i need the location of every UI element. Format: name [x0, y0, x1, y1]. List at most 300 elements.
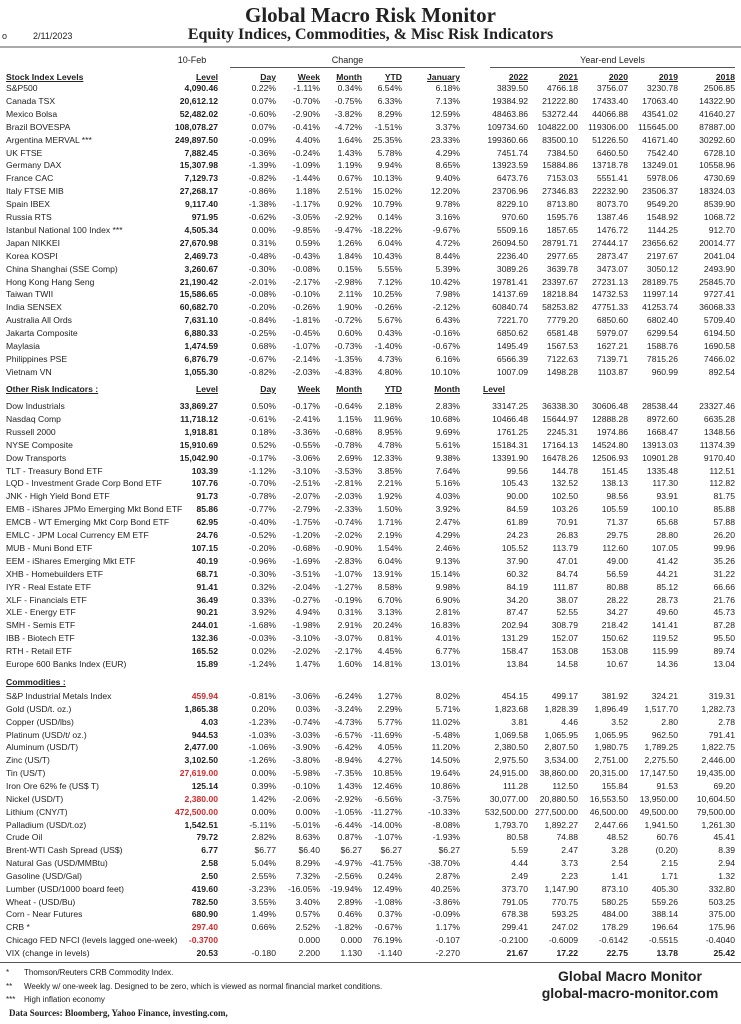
name-cell: SMH - Semis ETF [6, 620, 76, 631]
brand-url[interactable]: global-macro-monitor.com [541, 985, 719, 1001]
ytd-cell: -1.51% [374, 121, 402, 132]
y2020-cell: 218.42 [601, 620, 628, 631]
name-cell: Canada TSX [6, 95, 56, 106]
month-cell: -2.92% [334, 212, 362, 222]
day-cell: 1.42% [251, 793, 276, 804]
january-cell: 11.02% [431, 716, 460, 727]
y2019-cell: 388.14 [651, 909, 678, 920]
week-cell: -9.85% [292, 224, 320, 235]
y2020-cell: 150.62 [601, 633, 628, 644]
name-cell: Japan NIKKEI [6, 237, 60, 248]
ytd-cell: 14.81% [372, 659, 402, 669]
y2019-cell: 41253.74 [642, 302, 678, 313]
january-cell: 19.64% [430, 768, 460, 779]
table-row [6, 82, 735, 94]
y2020-cell: 47751.33 [592, 302, 628, 313]
y2020-cell: 151.45 [601, 465, 628, 476]
y2020-cell: 484.00 [601, 909, 628, 920]
day-cell: 0.50% [251, 401, 276, 411]
day-cell: 0.52% [251, 439, 276, 450]
column-header-level-yearend: Level [483, 384, 505, 394]
y2019-cell: 1,517.70 [644, 703, 678, 714]
level-cell: 68.71 [196, 568, 218, 579]
ytd-cell: -0.26% [374, 302, 402, 313]
y2022-cell: 26094.50 [492, 237, 528, 248]
month-cell: 2.91% [337, 620, 362, 631]
ytd-cell: 10.79% [372, 199, 402, 210]
january-cell: 4.01% [435, 633, 460, 644]
level-cell: 62.95 [196, 517, 218, 528]
name-cell: XHB - Homebuilders ETF [6, 568, 103, 579]
y2021-cell: 153.08 [551, 646, 578, 657]
week-cell: -16.05% [287, 883, 320, 894]
table-row [6, 542, 735, 554]
y2021-cell: 74.88 [556, 832, 578, 843]
y2022-cell: 105.43 [501, 478, 528, 489]
y2020-cell: 49.00 [606, 555, 628, 566]
level-cell: 7,882.45 [184, 147, 218, 158]
y2022-cell: 299.41 [501, 922, 528, 933]
table-row [6, 741, 735, 753]
y2019-cell: 117.30 [652, 478, 678, 489]
month-cell: -7.35% [334, 768, 362, 779]
january-cell: 6.77% [435, 646, 460, 657]
ytd-cell: 1.54% [377, 542, 402, 553]
month-cell: -2.03% [334, 491, 362, 502]
other-header-row [6, 383, 735, 395]
month-cell: 1.19% [337, 160, 362, 171]
level-cell: 297.40 [191, 922, 218, 933]
january-cell: -0.107 [435, 935, 460, 946]
y2020-cell: 2873.47 [596, 250, 628, 261]
month-cell: -6.42% [334, 742, 362, 753]
level-cell: 20,612.12 [179, 95, 218, 106]
y2020-cell: 8073.70 [596, 199, 628, 210]
level-cell: 60,682.70 [179, 302, 218, 313]
y2020-cell: 1,980.75 [594, 742, 628, 753]
name-cell: Dow Industrials [6, 401, 65, 411]
y2020-cell: 14524.80 [592, 439, 628, 450]
month-cell: 1.15% [337, 413, 362, 424]
ytd-cell: -0.67% [374, 922, 402, 933]
y2022-cell: 15184.31 [492, 439, 528, 450]
level-cell: 1,474.59 [184, 341, 218, 351]
month-cell: -1.07% [334, 568, 362, 579]
y2019-cell: 91.53 [656, 780, 678, 791]
name-cell: EMCB - WT Emerging Mkt Corp Bond ETF [6, 517, 170, 528]
y2021-cell: 20,880.50 [539, 793, 578, 804]
month-cell: -0.90% [334, 542, 362, 553]
level-cell: 15.89 [196, 659, 218, 669]
day-cell: -0.67% [248, 353, 276, 364]
y2021-cell: 7153.03 [546, 173, 578, 184]
table-row [6, 793, 735, 805]
y2019-cell: 1335.48 [646, 465, 678, 476]
column-header-week: Week [297, 384, 320, 394]
month-cell: -1.27% [334, 581, 362, 592]
table-row [6, 780, 735, 792]
january-cell: 2.81% [435, 607, 460, 618]
y2018-cell: 2.78 [718, 716, 735, 727]
column-header-level: Level [196, 384, 218, 394]
week-cell: -1.81% [292, 315, 320, 326]
table-row [6, 870, 735, 882]
week-cell: -2.14% [292, 353, 320, 364]
level-cell: 9,117.40 [185, 199, 218, 210]
ytd-cell: $6.27 [380, 845, 402, 856]
y2022-cell: 1761.25 [496, 426, 528, 437]
table-row [6, 921, 735, 933]
month-cell: 0.34% [337, 83, 362, 93]
y2022-cell: 109734.60 [487, 121, 528, 132]
y2019-cell: 119.52 [652, 633, 678, 644]
y2019-cell: 2.80 [661, 716, 678, 727]
week-cell: -2.02% [292, 646, 320, 657]
y2021-cell: 21222.80 [542, 95, 578, 106]
week-cell: -3.06% [292, 691, 320, 701]
month-cell: 1.64% [337, 134, 362, 145]
level-cell: 15,307.98 [179, 160, 218, 171]
y2021-cell: 28791.71 [542, 237, 578, 248]
ytd-cell: 0.81% [377, 633, 402, 644]
y2020-cell: 51226.50 [592, 134, 628, 145]
y2019-cell: 17063.40 [642, 95, 678, 106]
day-cell: -1.26% [248, 755, 276, 766]
y2021-cell: 2.47 [561, 845, 578, 856]
day-cell: 5.04% [251, 858, 276, 869]
y2019-cell: 1,941.50 [644, 819, 678, 830]
name-cell: Italy FTSE MIB [6, 186, 64, 197]
january-cell: 3.16% [435, 212, 460, 222]
y2021-cell: 18218.84 [542, 289, 578, 300]
section-title-commodities: Commodities : [6, 677, 66, 687]
y2021-cell: 247.02 [551, 922, 578, 933]
y2018-cell: 13.04 [713, 659, 735, 669]
january-cell: 9.98% [435, 581, 460, 592]
table-row [6, 185, 735, 197]
y2019-cell: 962.50 [651, 729, 678, 740]
week-cell: -1.20% [292, 530, 320, 540]
ytd-cell: -1.40% [374, 341, 402, 351]
table-row [6, 224, 735, 236]
month-cell: -0.64% [334, 401, 362, 411]
level-cell: 107.76 [191, 478, 218, 489]
january-cell: -38.70% [427, 858, 460, 869]
y2021-cell: 2977.65 [546, 250, 578, 261]
january-cell: 8.65% [435, 160, 460, 171]
column-header-y2020: 2020 [608, 72, 628, 82]
y2021-cell: 38.07 [556, 594, 578, 605]
january-cell: -8.08% [432, 819, 460, 830]
name-cell: LQD - Investment Grade Corp Bond ETF [6, 478, 162, 489]
y2021-cell: 308.79 [551, 620, 578, 631]
level-cell: 11,718.12 [180, 413, 218, 424]
name-cell: Russell 2000 [6, 426, 56, 437]
y2018-cell: 7466.02 [703, 353, 735, 364]
month-cell: 2.89% [337, 896, 362, 907]
y2018-cell: 23327.46 [699, 401, 735, 411]
week-cell: -0.68% [292, 542, 320, 553]
y2018-cell: 375.00 [708, 909, 735, 920]
january-cell: -0.16% [432, 328, 460, 339]
level-cell: 1,542.51 [184, 819, 218, 830]
y2018-cell: 66.66 [713, 581, 735, 592]
table-row [6, 314, 735, 326]
y2021-cell: 26.83 [556, 530, 578, 540]
y2021-cell: 36338.30 [542, 401, 578, 411]
y2020-cell: 3.28 [611, 845, 628, 856]
level-cell: 103.39 [191, 465, 218, 476]
day-cell: 0.22% [251, 83, 276, 93]
table-row [6, 581, 735, 593]
y2022-cell: 14137.69 [492, 289, 528, 300]
marker: o [2, 31, 8, 41]
table-row [6, 896, 735, 908]
january-cell: -1.93% [432, 832, 460, 843]
ytd-cell: 76.19% [372, 935, 402, 946]
name-cell: Iron Ore 62% fe (US$ T) [6, 780, 99, 791]
day-cell: -0.08% [248, 289, 276, 300]
name-cell: TLT - Treasury Bond ETF [6, 465, 103, 476]
ytd-cell: 0.14% [377, 212, 402, 222]
y2018-cell: 6728.10 [703, 147, 735, 158]
y2020-cell: 3.52 [611, 716, 628, 727]
level-cell: 15,586.65 [179, 289, 218, 300]
january-cell: 7.64% [435, 465, 460, 476]
name-cell: XLE - Energy ETF [6, 607, 76, 618]
day-cell: -1.68% [248, 620, 276, 631]
y2021-cell: 152.07 [551, 633, 578, 644]
month-cell: -0.68% [334, 426, 362, 437]
y2021-cell: 17164.13 [542, 439, 578, 450]
month-cell: -2.81% [334, 478, 362, 489]
week-cell: -3.03% [292, 729, 320, 740]
january-cell: 14.50% [430, 755, 460, 766]
y2022-cell: 3089.26 [496, 263, 528, 274]
y2019-cell: 2.15 [661, 858, 678, 869]
january-cell: -0.09% [432, 909, 460, 920]
table-row [6, 121, 735, 133]
column-header-y2022: 2022 [508, 72, 528, 82]
month-cell: 0.87% [337, 832, 362, 843]
day-cell: 3.55% [251, 896, 276, 907]
ytd-cell: 8.58% [377, 581, 402, 592]
day-cell: 0.07% [251, 121, 276, 132]
y2020-cell: 873.10 [601, 883, 628, 894]
y2019-cell: 49,500.00 [639, 806, 678, 817]
y2019-cell: 1.71 [661, 870, 678, 881]
week-cell: -0.43% [292, 250, 320, 261]
ytd-cell: -1.07% [374, 832, 402, 843]
name-cell: Australia All Ords [6, 315, 72, 326]
week-cell: 2.200 [298, 948, 320, 958]
table-row [6, 831, 735, 843]
name-cell: JNK - High Yield Bond ETF [6, 491, 110, 502]
day-cell: -1.39% [248, 160, 276, 171]
day-cell: 0.33% [251, 594, 276, 605]
y2020-cell: 27444.17 [592, 237, 628, 248]
table-row [6, 400, 735, 412]
week-cell: 3.40% [295, 896, 320, 907]
january-cell: 10.86% [430, 780, 460, 791]
table-row [6, 147, 735, 159]
day-cell: -0.40% [248, 517, 276, 528]
column-header-day: Day [260, 384, 276, 394]
yearend-group-line [490, 67, 735, 68]
week-cell: -0.27% [292, 594, 320, 605]
january-cell: 8.44% [435, 250, 460, 261]
week-cell: -1.44% [292, 173, 320, 184]
y2021-cell: 593.25 [551, 909, 578, 920]
week-cell: -2.06% [292, 793, 320, 804]
table-row [6, 690, 735, 702]
y2022-cell: 19384.92 [492, 95, 528, 106]
y2019-cell: 1588.76 [646, 341, 678, 351]
level-cell: 27,670.98 [179, 237, 218, 248]
y2021-cell: 27346.83 [542, 186, 578, 197]
january-cell: -3.75% [432, 793, 460, 804]
january-cell: 7.13% [435, 95, 460, 106]
y2022-cell: 1495.49 [496, 341, 528, 351]
january-cell: 12.20% [430, 186, 460, 197]
week-cell: -1.11% [293, 83, 320, 93]
y2020-cell: 56.59 [606, 568, 628, 579]
month-cell: -2.83% [334, 555, 362, 566]
ytd-cell: 1.71% [377, 517, 402, 528]
day-cell: -0.17% [248, 452, 276, 463]
brand-name: Global Macro Monitor [558, 968, 702, 984]
name-cell: Nickel (USD/T) [6, 793, 64, 804]
january-cell: 12.59% [430, 108, 460, 119]
table-row [6, 529, 735, 541]
week-cell: -5.98% [292, 768, 320, 779]
y2018-cell: 2493.90 [703, 263, 735, 274]
y2019-cell: 3050.12 [646, 263, 678, 274]
january-cell: 15.14% [430, 568, 460, 579]
y2021-cell: 17.22 [556, 948, 578, 958]
week-cell: 7.32% [295, 870, 320, 881]
month-cell: 0.67% [337, 173, 362, 184]
y2018-cell: 57.88 [713, 517, 735, 528]
level-cell: 91.73 [196, 491, 218, 502]
y2022-cell: 13.84 [506, 659, 528, 669]
week-cell: -2.79% [292, 504, 320, 515]
name-cell: Jakarta Composite [6, 328, 78, 339]
y2019-cell: 1668.47 [646, 426, 678, 437]
column-header-month: Month [336, 72, 362, 82]
y2020-cell: 2,447.66 [594, 819, 628, 830]
level-cell: 27,268.17 [179, 186, 218, 197]
y2018-cell: 2,446.00 [701, 755, 735, 766]
y2022-cell: 10466.48 [492, 413, 528, 424]
y2018-cell: 1.32 [718, 870, 735, 881]
y2021-cell: 1857.65 [546, 224, 578, 235]
y2019-cell: 115645.00 [638, 121, 678, 132]
level-cell: 15,910.69 [179, 439, 218, 450]
name-cell: VIX (change in levels) [6, 948, 90, 958]
y2018-cell: 26.20 [713, 530, 735, 540]
month-cell: 0.31% [337, 607, 362, 618]
week-cell: -0.26% [292, 302, 320, 313]
y2020-cell: 153.08 [601, 646, 628, 657]
y2022-cell: 1,823.68 [494, 703, 528, 714]
y2022-cell: 4.44 [511, 858, 528, 869]
y2020-cell: 1627.21 [596, 341, 628, 351]
y2021-cell: 3639.78 [546, 263, 578, 274]
name-cell: Brazil BOVESPA [6, 121, 71, 132]
day-cell: 1.49% [251, 909, 276, 920]
month-cell: -4.83% [334, 366, 362, 377]
level-cell: 20.53 [196, 948, 218, 958]
y2022-cell: 84.59 [506, 504, 528, 515]
week-cell: 4.40% [295, 134, 320, 145]
y2019-cell: 9549.20 [646, 199, 678, 210]
y2020-cell: 20,315.00 [589, 768, 628, 779]
y2018-cell: 35.26 [713, 555, 735, 566]
level-cell: 90.21 [196, 607, 218, 618]
y2020-cell: 381.92 [601, 691, 628, 701]
month-cell: -0.74% [334, 517, 362, 528]
y2019-cell: 196.64 [651, 922, 678, 933]
y2022-cell: 60840.74 [492, 302, 528, 313]
week-cell: -3.06% [292, 452, 320, 463]
name-cell: Chicago FED NFCI (levels lagged one-week) [6, 935, 178, 946]
day-cell: 0.20% [251, 703, 276, 714]
name-cell: CRB * [6, 922, 30, 933]
day-cell: -0.84% [248, 315, 276, 326]
month-cell: -3.53% [334, 465, 362, 476]
level-cell: 2.50 [201, 870, 218, 881]
month-cell: -1.35% [334, 353, 362, 364]
y2019-cell: 6802.40 [646, 315, 678, 326]
y2019-cell: 8972.60 [646, 413, 678, 424]
y2020-cell: 6850.60 [596, 315, 628, 326]
name-cell: Europe 600 Banks Index (EUR) [6, 659, 127, 669]
january-cell: 3.92% [435, 504, 460, 515]
y2021-cell: 4766.18 [546, 83, 578, 93]
level-cell: 2,477.00 [184, 742, 218, 753]
day-cell: -0.30% [248, 568, 276, 579]
name-cell: EEM - iShares Emerging Mkt ETF [6, 555, 136, 566]
ytd-cell: 8.95% [377, 426, 402, 437]
month-cell: -3.82% [334, 108, 362, 119]
week-cell: -0.41% [292, 121, 320, 132]
y2022-cell: 23706.96 [492, 186, 528, 197]
table-row [6, 211, 735, 223]
day-cell: 0.66% [251, 922, 276, 933]
name-cell: Maylasia [6, 341, 40, 351]
week-cell: 1.47% [295, 659, 320, 669]
week-cell: 0.59% [295, 237, 320, 248]
table-row [6, 490, 735, 502]
ytd-cell: 4.27% [377, 755, 402, 766]
y2018-cell: 20014.77 [699, 237, 735, 248]
y2021-cell: 104822.00 [537, 121, 578, 132]
level-cell: 459.94 [191, 691, 218, 701]
day-cell: -0.82% [248, 173, 276, 184]
y2018-cell: 2041.04 [703, 250, 735, 261]
ytd-cell: 2.21% [377, 478, 402, 489]
level-cell: 6,876.79 [184, 353, 218, 364]
level-cell: 971.95 [191, 212, 218, 222]
ytd-cell: 12.33% [372, 452, 402, 463]
y2018-cell: 9170.40 [703, 452, 735, 463]
y2022-cell: 84.19 [506, 581, 528, 592]
y2022-cell: 2236.40 [496, 250, 528, 261]
y2019-cell: 2197.67 [646, 250, 678, 261]
day-cell: 0.02% [251, 646, 276, 657]
level-cell: 7,129.73 [184, 173, 218, 184]
